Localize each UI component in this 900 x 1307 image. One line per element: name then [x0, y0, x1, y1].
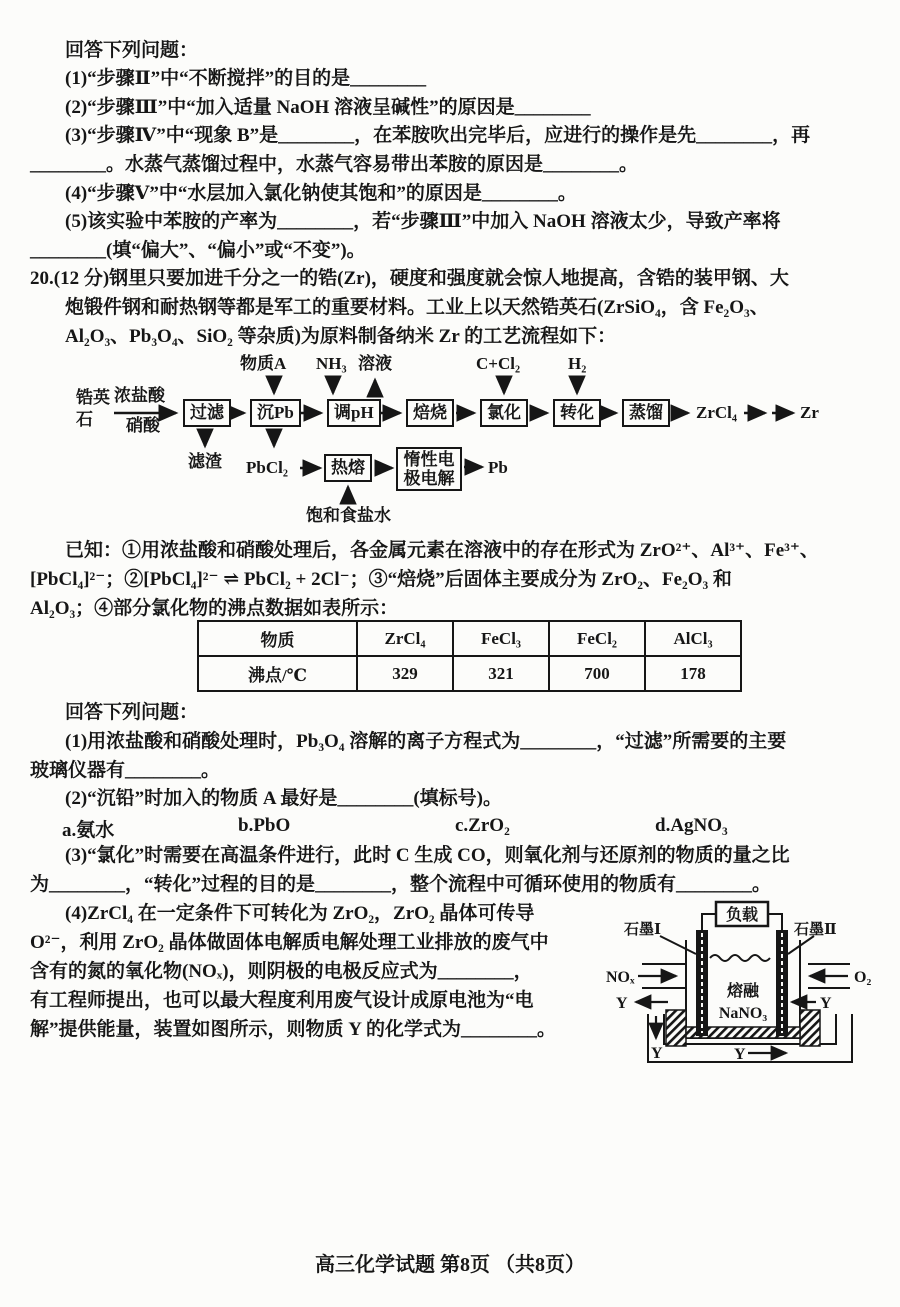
y-right-label: Y: [820, 995, 832, 1012]
nox-inlet-label: NOₓ: [606, 969, 635, 986]
y-outlet-label: Y: [616, 995, 628, 1012]
nano3-label: NaNO₃: [718, 1005, 768, 1022]
q20-4-line1: (4)ZrCl₄ 在一定条件下可转化为 ZrO₂，ZrO₂ 晶体可传导: [65, 903, 535, 924]
o2-inlet-label: O₂: [854, 969, 872, 986]
table-cell: AlCl₃: [645, 621, 741, 656]
step-chlorinate-box: 氯化: [480, 399, 528, 427]
table-cell: FeCl₂: [549, 621, 645, 656]
step-distill-box: 蒸馏: [622, 399, 670, 427]
feed-hcl-label: 浓盐酸: [114, 386, 165, 405]
inert-electrode-electrolysis-box: 惰性电极电解: [396, 447, 462, 491]
input-h2-label: H₂: [568, 354, 587, 373]
process-flowchart: [30, 352, 875, 530]
source-zircon-line2: 石: [76, 410, 93, 429]
boiling-point-table: [197, 620, 742, 692]
table-cell: 321: [453, 656, 549, 691]
fuel-cell-drawing: [602, 896, 898, 1068]
step-roast-box: 焙烧: [406, 399, 454, 427]
step-convert-box: 转化: [553, 399, 601, 427]
question-19-1: (1)“步骤Ⅱ”中“不断搅拌”的目的是________: [65, 68, 427, 89]
option-a: a.氨水: [62, 820, 115, 841]
melt-box: 热熔: [324, 454, 372, 482]
option-c: c.ZrO₂: [455, 815, 510, 836]
q20-4-line2: O²⁻，利用 ZrO₂ 晶体做固体电解质电解处理工业排放的废气中: [30, 932, 549, 953]
table-cell: 物质: [198, 621, 357, 656]
question-19-5: (5)该实验中苯胺的产率为________，若“步骤Ⅲ”中加入 NaOH 溶液太少，导致产率将: [65, 211, 781, 232]
zr-product-label: Zr: [800, 403, 819, 422]
q20-1-cont: 玻璃仪器有________。: [30, 760, 221, 781]
q20-intro-line3: Al₂O₃、Pb₃O₄、SiO₂ 等杂质)为原料制备纳米 Zr 的工艺流程如下：: [65, 326, 617, 347]
y-bottom-center-label: Y: [734, 1046, 746, 1063]
page-footer: 高三化学试题 第8页 （共8页）: [315, 1254, 585, 1276]
option-d: d.AgNO₃: [655, 815, 728, 836]
molten-label: 熔融: [726, 983, 760, 1000]
q20-3-cont: 为________，“转化”过程的目的是________，整个流程中可循环使用的物质有________。: [30, 874, 772, 895]
answer-prompt: 回答下列问题：: [65, 40, 199, 61]
fuel-cell-figure: [602, 896, 898, 1068]
feed-hno3-label: 硝酸: [126, 416, 160, 435]
q20-4-line5: 解”提供能量，装置如图所示，则物质 Y 的化学式为________。: [30, 1019, 557, 1040]
table-row: [198, 621, 741, 656]
table-cell: ZrCl₄: [357, 621, 453, 656]
step-filter-box: 过滤: [183, 399, 231, 427]
input-nh3-label: NH₃: [316, 354, 347, 373]
question-19-3-cont: ________。水蒸气蒸馏过程中，水蒸气容易带出苯胺的原因是________。: [30, 154, 639, 175]
table-cell: FeCl₃: [453, 621, 549, 656]
q20-4-line3: 含有的氮的氧化物(NOₓ)，则阴极的电极反应式为________，: [30, 961, 533, 982]
graphite-1-label: 石墨Ⅰ: [624, 922, 662, 938]
table-cell: 沸点/℃: [198, 656, 357, 691]
known-line3: Al₂O₃；④部分氯化物的沸点数据如表所示：: [30, 598, 399, 619]
q20-3: (3)“氯化”时需要在高温条件进行，此时 C 生成 CO，则氧化剂与还原剂的物质的量之比: [65, 845, 790, 866]
table-cell: 329: [357, 656, 453, 691]
pb-product-label: Pb: [488, 458, 508, 477]
input-substance-a-label: 物质A: [240, 354, 287, 373]
q20-intro-line2: 炮锻件钢和耐热钢等都是军工的重要材料。工业上以天然锆英石(ZrSiO₄，含 Fe₂O₃、: [65, 297, 769, 318]
load-label: 负载: [725, 907, 759, 924]
q20-intro-line1: 20.(12 分)钢里只要加进千分之一的锆(Zr)，硬度和强度就会惊人地提高，含锆的装甲钢、大: [30, 268, 789, 289]
step-adjust-ph-box: 调pH: [327, 399, 381, 427]
question-19-4: (4)“步骤Ⅴ”中“水层加入氯化钠使其饱和”的原因是________。: [65, 183, 577, 204]
question-19-5-cont: ________(填“偏大”、“偏小”或“不变”)。: [30, 240, 366, 261]
flowchart-arrows: [30, 352, 875, 530]
known-line2: [PbCl₄]²⁻；②[PbCl₄]²⁻ ⇌ PbCl₂ + 2Cl⁻；③“焙烧”后固体主要成分为 ZrO₂、Fe₂O₃ 和: [30, 569, 732, 590]
pbcl2-label: PbCl₂: [246, 458, 288, 477]
option-b: b.PbO: [238, 815, 291, 836]
residue-label: 滤渣: [188, 452, 222, 471]
table-cell: 178: [645, 656, 741, 691]
q20-2: (2)“沉铅”时加入的物质 A 最好是________(填标号)。: [65, 788, 502, 809]
q20-4-line4: 有工程师提出，也可以最大程度利用废气设计成原电池为“电: [30, 990, 534, 1011]
graphite-2-label: 石墨Ⅱ: [794, 922, 837, 938]
question-19-3: (3)“步骤Ⅳ”中“现象 B”是________，在苯胺吹出完毕后，应进行的操作是先________，再: [65, 125, 811, 146]
input-c-cl2-label: C+Cl₂: [476, 354, 521, 373]
saturated-brine-label: 饱和食盐水: [306, 506, 391, 525]
table-row: [198, 656, 741, 691]
zrcl4-product-label: ZrCl₄: [696, 403, 737, 422]
output-solution-label: 溶液: [358, 354, 392, 373]
known-line1: 已知：①用浓盐酸和硝酸处理后，各金属元素在溶液中的存在形式为 ZrO²⁺、Al³⁺、Fe³⁺、: [65, 540, 819, 561]
step-precipitate-pb-box: 沉Pb: [250, 399, 301, 427]
q20-1: (1)用浓盐酸和硝酸处理时，Pb₃O₄ 溶解的离子方程式为________，“过滤”所需要的主要: [65, 731, 787, 752]
y-bottom-left-label: Y: [651, 1045, 663, 1062]
question-19-2: (2)“步骤Ⅲ”中“加入适量 NaOH 溶液呈碱性”的原因是________: [65, 97, 591, 118]
table-cell: 700: [549, 656, 645, 691]
q20-answer-prompt: 回答下列问题：: [65, 702, 199, 723]
source-zircon-line1: 锆英: [76, 388, 110, 407]
